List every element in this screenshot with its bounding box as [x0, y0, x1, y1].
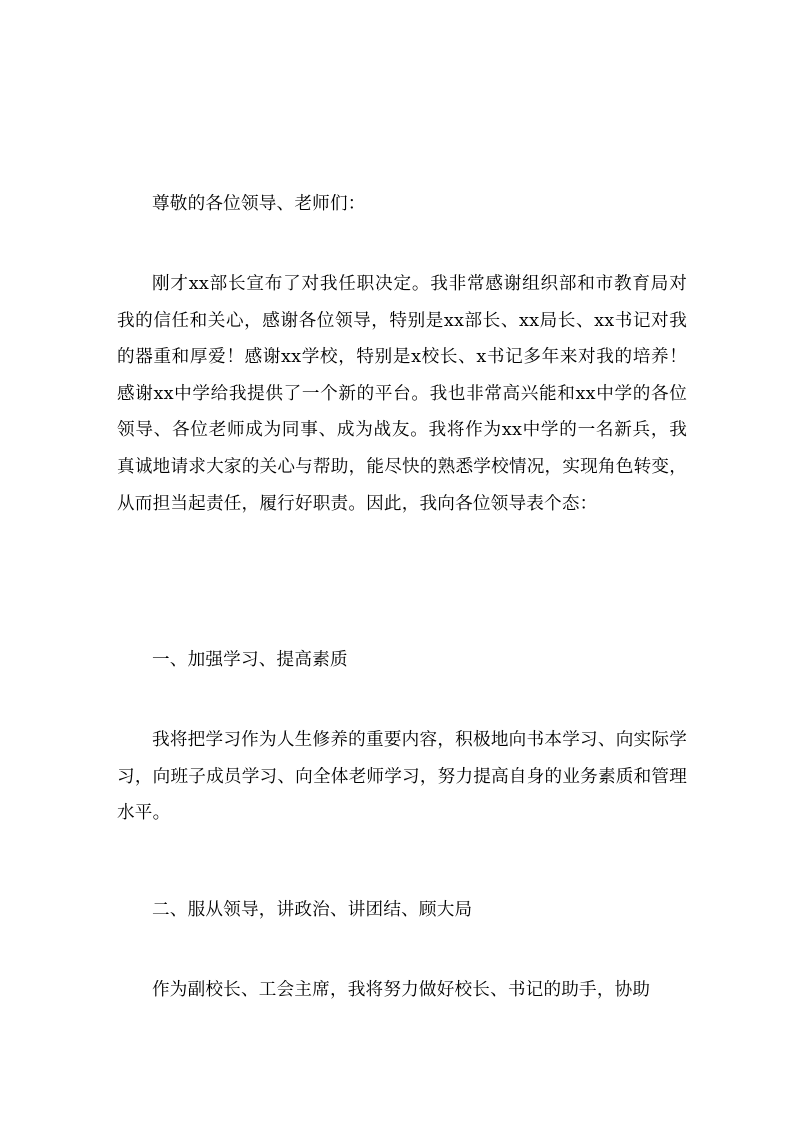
paragraph-gratitude: 刚才xx部长宣布了对我任职决定。我非常感谢组织部和市教育局对我的信任和关心，感谢各位领导，特别是xx部长、xx局长、xx书记对我的器重和厚爱！感谢xx学校，特别是x校长、x书记多年来对我的培养！感谢xx中学给我提供了一个新的平台。我也非常高兴能和xx中学的各位领导、各位老师成为同事、成为战友。我将作为xx中学的一名新兵，我真诚地请求大家的关心与帮助，能尽快的熟悉学校情况，实现角色转变，从而担当起责任，履行好职责。因此，我向各位领导表个态：	[117, 274, 687, 514]
section-heading-obey-leadership: 二、服从领导，讲政治、讲团结、顾大局	[152, 900, 473, 920]
salutation: 尊敬的各位领导、老师们：	[152, 194, 366, 214]
paragraph-assistant-role: 作为副校长、工会主席，我将努力做好校长、书记的助手，协助	[152, 980, 651, 1000]
section-heading-learning: 一、加强学习、提高素质	[152, 650, 348, 670]
paragraph-learning: 我将把学习作为人生修养的重要内容，积极地向书本学习、向实际学习，向班子成员学习、向全体老师学习，努力提高自身的业务素质和管理水平。	[117, 730, 687, 824]
